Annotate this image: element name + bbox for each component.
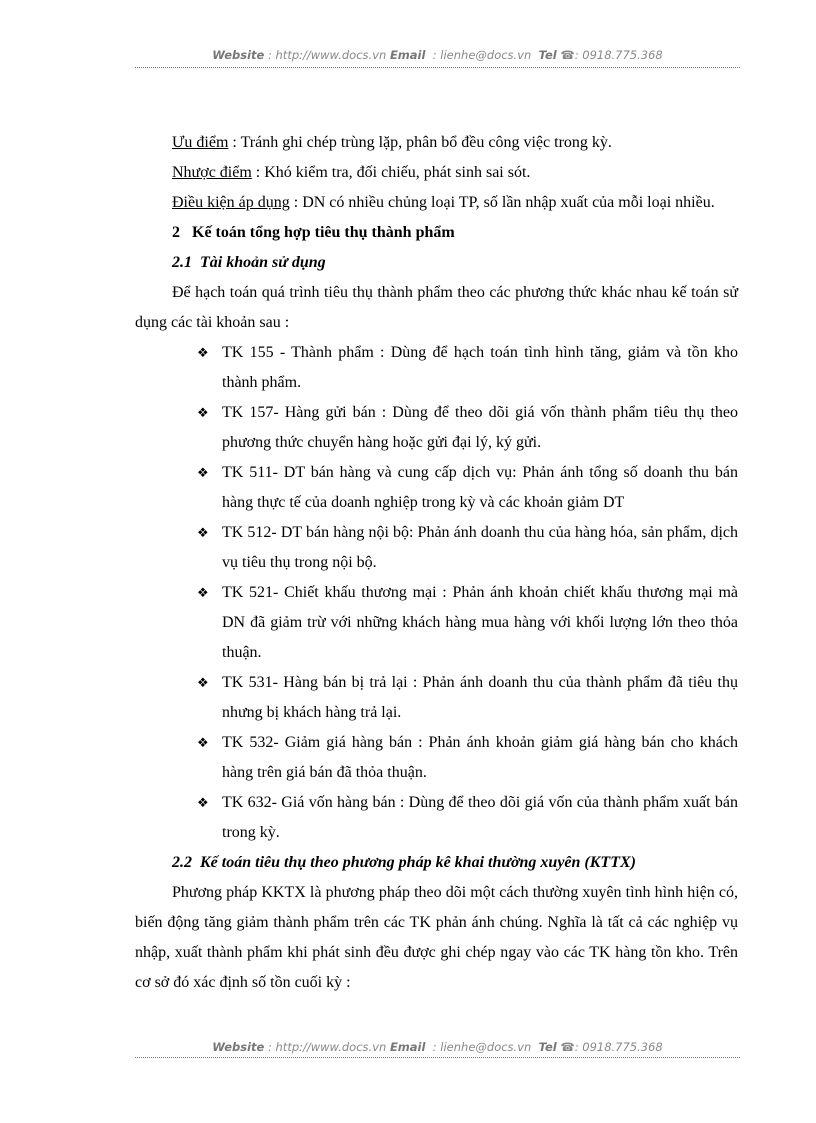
list-item bbox=[135, 398, 738, 458]
conditions-label: Điều kiện áp dụng bbox=[172, 194, 290, 211]
diamond-bullet-icon: ❖ bbox=[197, 525, 209, 540]
phone-icon: ☎ bbox=[560, 48, 575, 62]
list-item-text: TK 511- DT bán hàng và cung cấp dịch vụ: Phản ánh tổng số doanh thu bán hàng thực tế của doanh nghiệp trong kỳ và các khoản giảm DT bbox=[222, 464, 738, 511]
account-list bbox=[135, 338, 738, 848]
list-item-text: TK 532- Giảm giá hàng bán : Phản ánh khoản giảm giá hàng bán cho khách hàng trên giá bán đã thỏa thuận. bbox=[222, 734, 738, 781]
list-item bbox=[135, 668, 738, 728]
diamond-bullet-icon: ❖ bbox=[197, 345, 209, 360]
disadvantages-text: : Khó kiểm tra, đối chiếu, phát sinh sai sót. bbox=[251, 164, 531, 181]
advantages-line bbox=[135, 128, 738, 158]
header-tel-label: Tel bbox=[538, 48, 557, 62]
list-item bbox=[135, 338, 738, 398]
footer-website-label: Website bbox=[212, 1040, 265, 1054]
list-item bbox=[135, 578, 738, 668]
list-item-text: TK 521- Chiết khấu thương mại : Phản ánh khoản chiết khấu thương mại mà DN đã giảm trừ với những khách hàng mua hàng với khối lượng lớn theo thỏa thuận. bbox=[222, 584, 738, 661]
diamond-bullet-icon: ❖ bbox=[197, 465, 209, 480]
header-email-label: Email bbox=[389, 48, 426, 62]
footer-tel-label: Tel bbox=[538, 1040, 557, 1054]
header-tel: 0918.775.368 bbox=[582, 48, 663, 62]
list-item-text: TK 512- DT bán hàng nội bộ: Phản ánh doanh thu của hàng hóa, sản phẩm, dịch vụ tiêu thụ trong nội bộ. bbox=[222, 524, 738, 571]
list-item bbox=[135, 518, 738, 578]
list-item bbox=[135, 788, 738, 848]
list-item-text: TK 531- Hàng bán bị trả lại : Phản ánh doanh thu của thành phẩm đã tiêu thụ nhưng bị khách hàng trả lại. bbox=[222, 674, 738, 721]
heading-2: 2 Kế toán tổng hợp tiêu thụ thành phẩm bbox=[172, 224, 455, 241]
diamond-bullet-icon: ❖ bbox=[197, 795, 209, 810]
list-item-text: TK 155 - Thành phẩm : Dùng để hạch toán tình hình tăng, giảm và tồn kho thành phẩm. bbox=[222, 344, 738, 391]
paragraph-1: Để hạch toán quá trình tiêu thụ thành phẩm theo các phương thức khác nhau kế toán sử dụng các tài khoản sau : bbox=[135, 284, 738, 331]
conditions-text: : DN có nhiều chủng loại TP, số lần nhập xuất của mỗi loại nhiều. bbox=[289, 194, 715, 211]
list-item bbox=[135, 728, 738, 788]
footer-email[interactable]: lienhe@docs.vn bbox=[440, 1040, 532, 1054]
diamond-bullet-icon: ❖ bbox=[197, 585, 209, 600]
page-footer: Website : http://www.docs.vn Email : lienhe@docs.vn Tel ☎: 0918.775.368 bbox=[212, 1040, 663, 1054]
header-divider bbox=[135, 67, 740, 68]
heading-2-1: 2.1 Tài khoản sử dụng bbox=[172, 254, 326, 271]
header-email[interactable]: lienhe@docs.vn bbox=[440, 48, 532, 62]
document-body bbox=[135, 128, 738, 998]
header-website[interactable]: http://www.docs.vn bbox=[275, 48, 387, 62]
heading-2-2: 2.2 Kế toán tiêu thụ theo phương pháp kê khai thường xuyên (KTTX) bbox=[172, 854, 636, 871]
page-header: Website : http://www.docs.vn Email : lienhe@docs.vn Tel ☎: 0918.775.368 bbox=[212, 48, 663, 62]
diamond-bullet-icon: ❖ bbox=[197, 405, 209, 420]
phone-icon: ☎ bbox=[560, 1040, 575, 1054]
disadvantages-line bbox=[135, 158, 738, 188]
footer-divider bbox=[135, 1057, 740, 1058]
diamond-bullet-icon: ❖ bbox=[197, 675, 209, 690]
diamond-bullet-icon: ❖ bbox=[197, 735, 209, 750]
advantages-text: : Tránh ghi chép trùng lặp, phân bổ đều công việc trong kỳ. bbox=[228, 134, 612, 151]
list-item-text: TK 632- Giá vốn hàng bán : Dùng để theo dõi giá vốn của thành phẩm xuất bán trong kỳ. bbox=[222, 794, 738, 841]
disadvantages-label: Nhược điểm bbox=[172, 164, 252, 181]
paragraph-2: Phương pháp KKTX là phương pháp theo dõi một cách thường xuyên tình hình hiện có, biến động tăng giảm thành phẩm trên các TK phản ánh chúng. Nghĩa là tất cả các nghiệp vụ nhập, xuất thành phẩm khi phát sinh đều được ghi chép ngay vào các TK hàng tồn kho. Trên cơ sở đó xác định số tồn cuối kỳ : bbox=[135, 884, 738, 991]
footer-website[interactable]: http://www.docs.vn bbox=[275, 1040, 387, 1054]
list-item bbox=[135, 458, 738, 518]
footer-email-label: Email bbox=[389, 1040, 426, 1054]
conditions-line bbox=[135, 188, 738, 218]
advantages-label: Ưu điểm bbox=[172, 134, 229, 151]
footer-tel: 0918.775.368 bbox=[582, 1040, 663, 1054]
header-website-label: Website bbox=[212, 48, 265, 62]
list-item-text: TK 157- Hàng gửi bán : Dùng để theo dõi giá vốn thành phẩm tiêu thụ theo phương thức chuyển hàng hoặc gửi đại lý, ký gửi. bbox=[222, 404, 738, 451]
